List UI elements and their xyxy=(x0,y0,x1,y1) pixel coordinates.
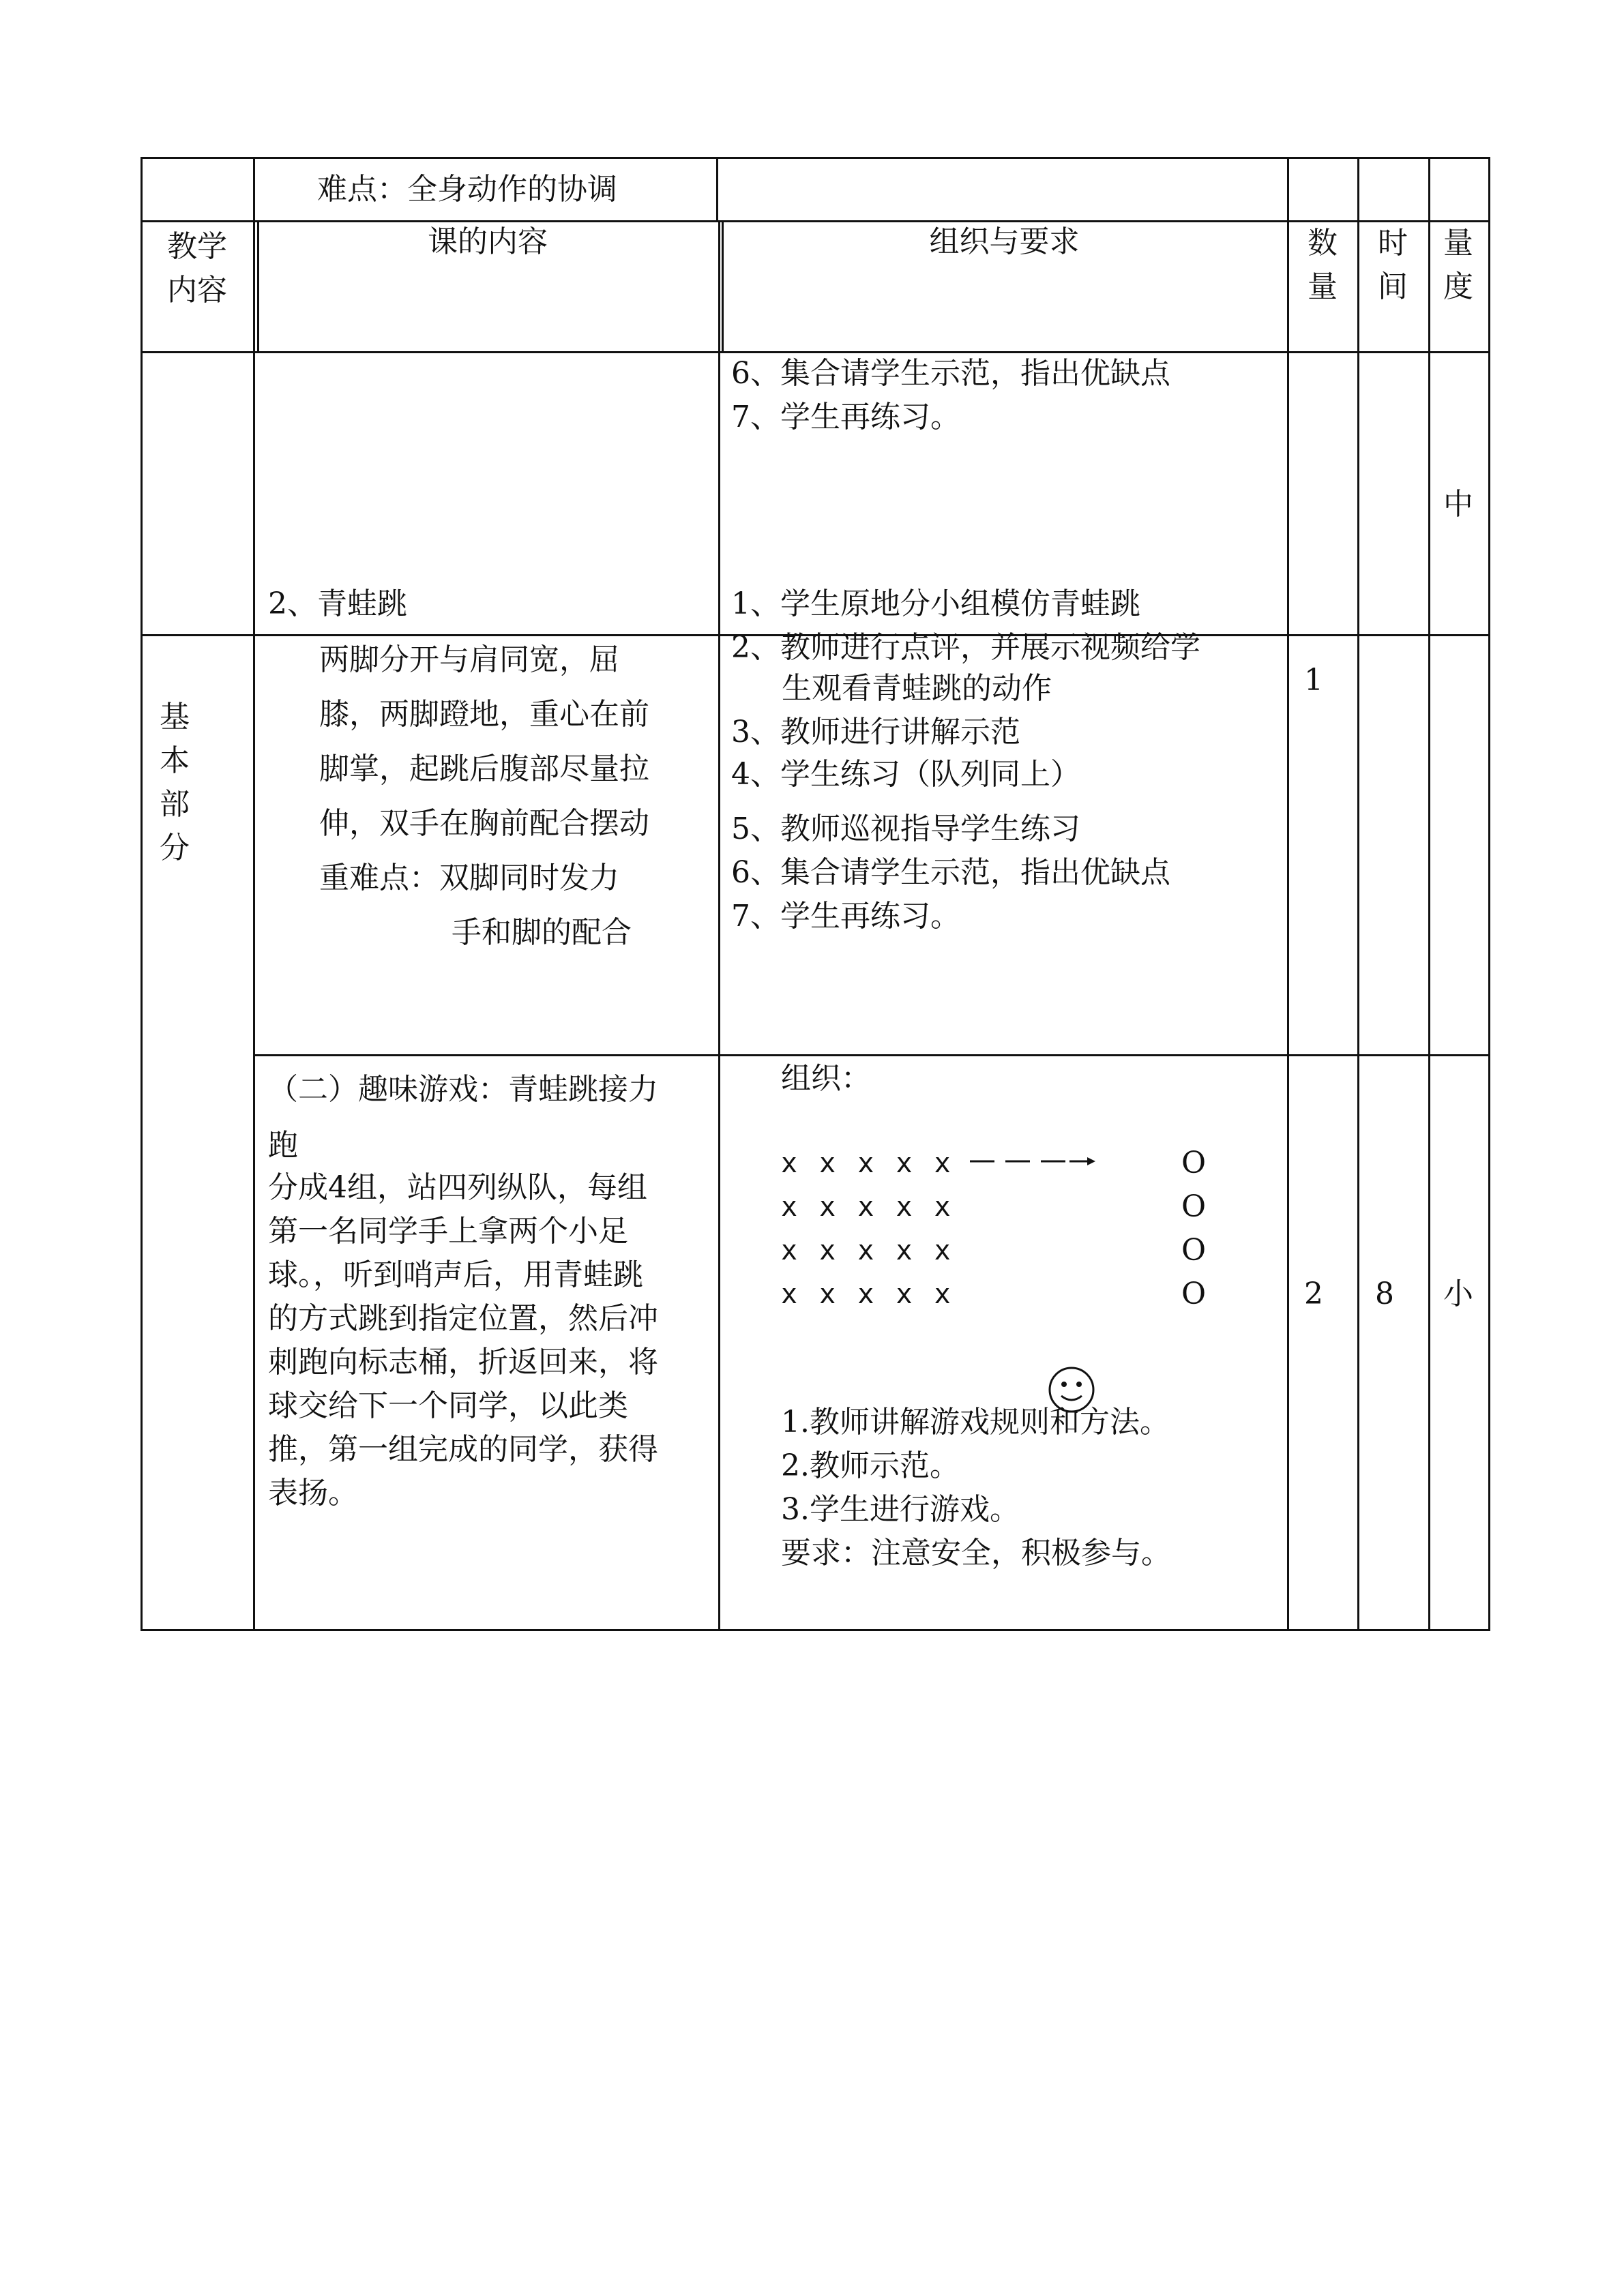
lesson-line: 推，第一组完成的同学，获得 xyxy=(268,1432,658,1467)
org-line: 生观看青蛙跳的动作 xyxy=(782,671,1052,706)
lesson-line: 第一名同学手上拿两个小足 xyxy=(268,1214,628,1249)
lesson-line: 的方式跳到指定位置，然后冲 xyxy=(268,1301,658,1336)
header-content-type xyxy=(149,225,245,312)
org-line: 1、学生原地分小组模仿青蛙跳 xyxy=(731,586,1140,621)
lesson-line: 伸，双手在胸前配合摆动 xyxy=(319,806,649,841)
lesson-line: （二）趣味游戏：青蛙跳接力 xyxy=(268,1072,658,1107)
section-label-char: 本 xyxy=(160,743,190,778)
section-label-char: 部 xyxy=(160,787,190,822)
header-intensity xyxy=(1438,222,1479,309)
intensity-value: 小 xyxy=(1443,1277,1473,1311)
header-content-type-line: 内容 xyxy=(167,273,227,308)
section-label-char: 基 xyxy=(160,700,190,734)
game-requirement: 要求：注意安全，积极参与。 xyxy=(781,1536,1171,1570)
target-marker: O xyxy=(1181,1189,1207,1224)
header-quantity-line: 数 xyxy=(1308,226,1338,260)
org-line: 4、学生练习（队列同上） xyxy=(731,757,1080,792)
lesson-line: 跑 xyxy=(268,1128,298,1163)
header-time-line: 间 xyxy=(1378,269,1408,304)
direction-arrow-icon xyxy=(967,1151,1097,1172)
header-quantity xyxy=(1302,222,1343,309)
org-line: 7、学生再练习。 xyxy=(731,899,960,934)
formation-row: x x x x x xyxy=(781,1279,954,1310)
target-marker: O xyxy=(1181,1277,1207,1311)
quantity-value: 1 xyxy=(1304,663,1323,698)
game-step: 3.学生进行游戏。 xyxy=(781,1492,1020,1527)
header-organization: 组织与要求 xyxy=(929,224,1080,259)
header-intensity-line: 度 xyxy=(1443,269,1473,304)
target-marker: O xyxy=(1181,1146,1207,1180)
org-line: 3、教师进行讲解示范 xyxy=(731,715,1020,749)
org-line: 5、教师巡视指导学生练习 xyxy=(731,811,1080,846)
org-line: 6、集合请学生示范，指出优缺点 xyxy=(731,855,1170,890)
section-label-char: 分 xyxy=(160,831,190,865)
target-marker: O xyxy=(1181,1233,1207,1268)
lesson-line: 刺跑向标志桶，折返回来，将 xyxy=(268,1345,658,1380)
header-intensity-line: 量 xyxy=(1443,226,1473,260)
lesson-line: 手和脚的配合 xyxy=(452,915,632,950)
difficulty-text: 难点：全身动作的协调 xyxy=(317,172,617,207)
time-value: 8 xyxy=(1375,1277,1394,1311)
quantity-value: 2 xyxy=(1304,1277,1323,1311)
lesson-line: 膝，两脚蹬地，重心在前 xyxy=(319,697,649,732)
org-line: 7、学生再练习。 xyxy=(731,400,960,434)
lesson-line: 重难点：双脚同时发力 xyxy=(319,861,619,895)
formation-row: x x x x x xyxy=(781,1235,954,1266)
header-time xyxy=(1372,222,1413,309)
lesson-line: 球交给下一个同学，以此类 xyxy=(268,1388,628,1423)
org-line: 2、教师进行点评，并展示视频给学 xyxy=(731,630,1200,665)
lesson-line: 脚掌，起跳后腹部尽量拉 xyxy=(319,751,649,786)
lesson-title-frog: 2、青蛙跳 xyxy=(268,586,407,621)
formation-row: x x x x x xyxy=(781,1148,954,1179)
intensity-value: 中 xyxy=(1443,487,1473,522)
org-label: 组织： xyxy=(781,1061,871,1096)
lesson-line: 分成4组，站四列纵队，每组 xyxy=(268,1170,647,1205)
formation-row: x x x x x xyxy=(781,1191,954,1223)
section-label xyxy=(154,696,195,870)
game-step: 1.教师讲解游戏规则和方法。 xyxy=(781,1405,1170,1440)
header-content-type-line: 教学 xyxy=(167,229,227,264)
lesson-line: 球。，听到哨声后，用青蛙跳 xyxy=(268,1257,643,1292)
game-step: 2.教师示范。 xyxy=(781,1448,960,1483)
header-lesson: 课的内容 xyxy=(428,224,548,259)
header-quantity-line: 量 xyxy=(1308,269,1338,304)
header-time-line: 时 xyxy=(1378,226,1408,260)
lesson-line: 表扬。 xyxy=(268,1476,358,1510)
org-line: 6、集合请学生示范，指出优缺点 xyxy=(731,356,1170,391)
lesson-line: 两脚分开与肩同宽，屈 xyxy=(319,642,619,677)
